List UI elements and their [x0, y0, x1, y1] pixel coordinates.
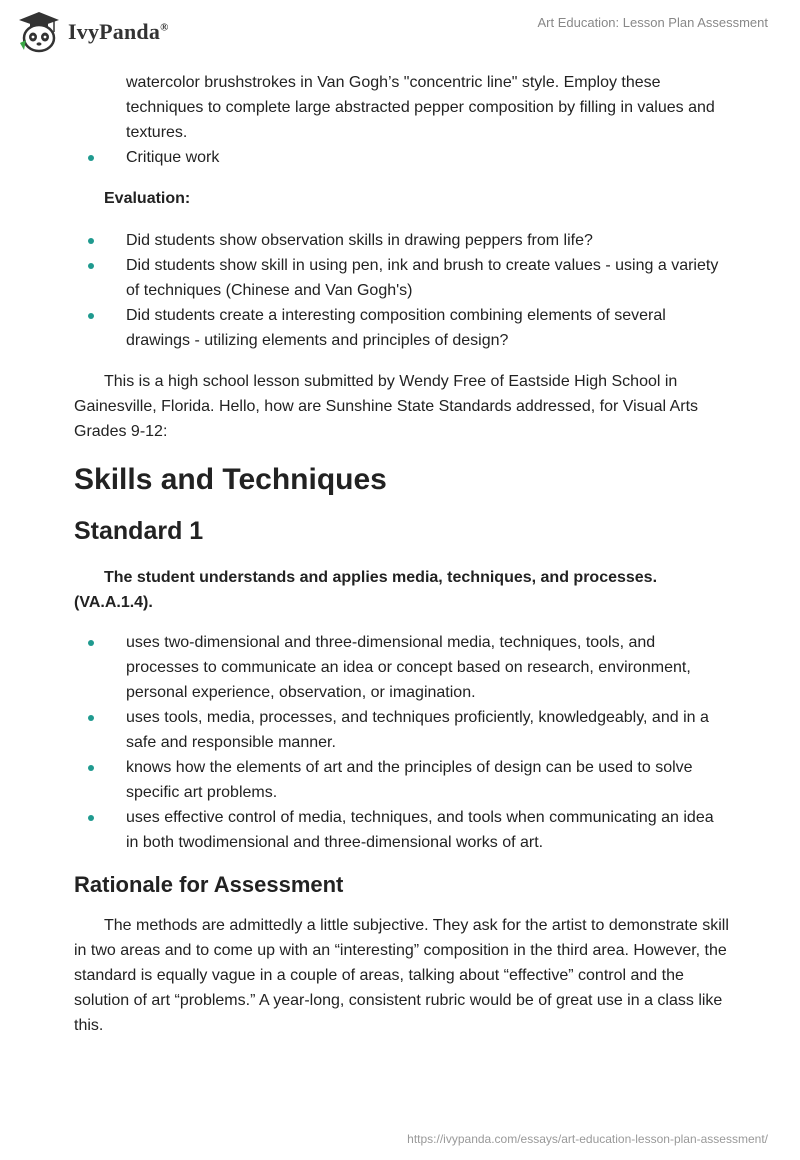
standard-statement: The student understands and applies media, techniques, and processes. (VA.A.1.4).: [74, 569, 658, 611]
list-item-text: uses tools, media, processes, and techniques proficiently, knowledgeably, and in a safe and responsible manner.: [126, 709, 709, 751]
section-heading: Skills and Techniques: [74, 463, 387, 496]
list-item: [74, 755, 730, 805]
list-item: [74, 630, 730, 705]
list-item-text: watercolor brushstrokes in Van Gogh’s "concentric line" style. Employ these techniques to complete large abstracted pepper composition by filling in values and textures.: [126, 74, 715, 141]
document-title: Art Education: Lesson Plan Assessment: [537, 15, 768, 30]
list-item-text: Critique work: [126, 149, 220, 166]
standard-heading: Standard 1: [74, 517, 204, 545]
list-item-text: Did students show observation skills in drawing peppers from life?: [126, 232, 593, 249]
list-item: [74, 805, 730, 855]
panda-graduate-icon: [16, 10, 62, 54]
list-item: [74, 253, 730, 303]
list-item-text: Did students show skill in using pen, ink and brush to create values - using a variety of techniques (Chinese and Van Gogh's): [126, 257, 719, 299]
rationale-heading: Rationale for Assessment: [74, 872, 344, 897]
evaluation-label: Evaluation:: [104, 190, 191, 207]
bullet-icon: [88, 715, 94, 721]
list-item-text: uses effective control of media, techniques, and tools when communicating an idea in both twodimensional and three-dimensional works of art.: [126, 809, 714, 851]
bullet-icon: [88, 765, 94, 771]
bullet-icon: [88, 313, 94, 319]
bullet-icon: [88, 238, 94, 244]
standard-list: [74, 630, 730, 855]
list-item-text: knows how the elements of art and the principles of design can be used to solve specific art problems.: [126, 759, 693, 801]
brand-logo[interactable]: [16, 10, 169, 54]
rationale-paragraph: The methods are admittedly a little subjective. They ask for the artist to demonstrate skill in two areas and to come up with an “interesting” composition in the third area. However, the standard is equally vague in a couple of areas, talking about “effective” control and the solution of art “problems.” A year-long, consistent rubric would be of great use in a class like this.: [74, 917, 729, 1034]
list-item: [74, 228, 730, 253]
procedure-list: [74, 70, 730, 170]
list-item: [74, 705, 730, 755]
article-body: [74, 70, 730, 1038]
evaluation-list: [74, 228, 730, 353]
brand-name: IvyPanda®: [68, 19, 169, 44]
list-item-text: Did students create a interesting composition combining elements of several drawings - utilizing elements and principles of design?: [126, 307, 666, 349]
list-item-continued: [74, 70, 730, 145]
source-url[interactable]: https://ivypanda.com/essays/art-education-lesson-plan-assessment/: [407, 1132, 768, 1146]
bullet-icon: [88, 640, 94, 646]
list-item: [74, 145, 730, 170]
bullet-icon: [88, 815, 94, 821]
bullet-icon: [88, 155, 94, 161]
list-item: [74, 303, 730, 353]
page-header: [0, 0, 800, 64]
list-item-text: uses two-dimensional and three-dimensional media, techniques, tools, and processes to communicate an idea or concept based on research, environment, personal experience, observation, or imagination.: [126, 634, 691, 701]
intro-paragraph: This is a high school lesson submitted by Wendy Free of Eastside High School in Gainesville, Florida. Hello, how are Sunshine State Standards addressed, for Visual Arts Grades 9-12:: [74, 373, 699, 440]
bullet-icon: [88, 263, 94, 269]
